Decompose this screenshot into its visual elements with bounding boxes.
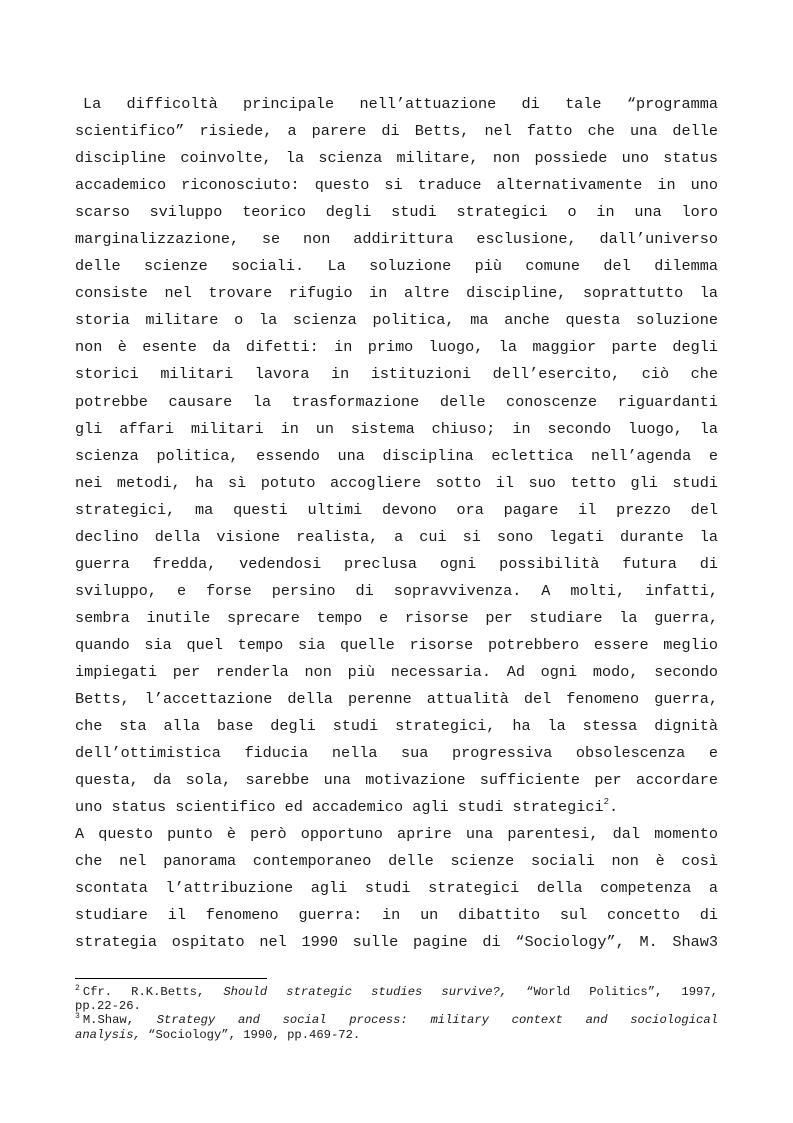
body-line: scienza politica, essendo una disciplina eclettica nell’agenda e [75, 446, 718, 465]
body-line: gli affari militari in un sistema chiuso; in secondo luogo, la [75, 419, 718, 438]
body-line: accademico riconosciuto: questo si traduce alternativamente in uno [75, 176, 718, 195]
body-line: scientifico” risiede, a parere di Betts, nel fatto che una delle [75, 122, 718, 141]
body-line: dell’ottimistica fiducia nella sua progressiva obsolescenza e [75, 744, 718, 763]
body-line: Betts, l’accettazione della perenne attualità del fenomeno guerra, [75, 690, 718, 709]
body-line: questa, da sola, sarebbe una motivazione sufficiente per accordare [75, 771, 718, 790]
body-line: non è esente da difetti: in primo luogo, la maggior parte degli [75, 338, 718, 357]
body-line: consiste nel trovare rifugio in altre discipline, soprattutto la [75, 284, 718, 303]
footnote-3-line-2 [75, 1028, 718, 1042]
footnote-2-line-2: pp.22-26. [75, 999, 141, 1014]
body-line: scontata l’attribuzione agli studi strategici della competenza a [75, 879, 718, 898]
body-line: nei metodi, ha sì potuto accogliere sotto il suo tetto gli studi [75, 473, 718, 492]
body-line-with-ref [75, 794, 718, 821]
body-line: quando sia quel tempo sia quelle risorse potrebbero essere meglio [75, 635, 718, 654]
body-line: A questo punto è però opportuno aprire una parentesi, dal momento [75, 825, 718, 844]
body-line: che nel panorama contemporaneo delle scienze sociali non è così [75, 852, 718, 871]
body-line: storici militari lavora in istituzioni dell’esercito, ciò che [75, 365, 718, 384]
footnote-mark-3: 3 [75, 1012, 80, 1022]
body-line: scarso sviluppo teorico degli studi strategici o in una loro [75, 203, 718, 222]
body-line-text: uno status scientifico ed accademico agli studi strategici [75, 798, 604, 817]
body-line: marginalizzazione, se non addirittura esclusione, dall’universo [75, 230, 718, 249]
body-line: strategici, ma questi ultimi devono ora pagare il prezzo del [75, 500, 718, 519]
body-line: che sta alla base degli studi strategici, ha la stessa dignità [75, 717, 718, 736]
footnote-ref-2: 2 [603, 797, 610, 808]
footnote-2-suffix: “World Politics”, 1997, [507, 985, 718, 999]
body-line: sembra inutile sprecare tempo e risorse per studiare la guerra, [75, 608, 718, 627]
body-line: strategia ospitato nel 1990 sulle pagine di “Sociology”, M. Shaw3 [75, 933, 718, 952]
sentence-end: . [609, 798, 619, 817]
footnote-2-title: Should strategic studies survive?, [223, 985, 508, 999]
body-text [75, 91, 718, 957]
footnote-mark-2: 2 [75, 984, 80, 993]
footnote-3-suffix: “Sociology”, 1990, pp.469-72. [140, 1027, 361, 1042]
body-line: La difficoltà principale nell’attuazione di tale “programma [83, 95, 718, 113]
footnote-3-line-1 [75, 1013, 718, 1027]
body-line: delle scienze sociali. La soluzione più comune del dilemma [75, 257, 718, 276]
footnotes [75, 985, 718, 1042]
body-line: sviluppo, e forse persino di sopravvivenza. A molti, infatti, [75, 581, 718, 600]
footnote-separator [75, 978, 267, 979]
footnote-3-title-cont: analysis, [75, 1027, 141, 1042]
body-line: studiare il fenomeno guerra: in un dibattito sul concetto di [75, 906, 718, 925]
footnote-2-line-1 [75, 985, 718, 999]
body-line: impiegati per renderla non più necessaria. Ad ogni modo, secondo [75, 662, 718, 681]
body-line: discipline coinvolte, la scienza militare, non possiede uno status [75, 149, 718, 168]
body-line: guerra fredda, vedendosi preclusa ogni possibilità futura di [75, 554, 718, 573]
body-line: declino della visione realista, a cui si sono legati durante la [75, 527, 718, 546]
footnote-3-prefix: M.Shaw, [82, 1013, 157, 1028]
footnote-2-prefix: Cfr. R.K.Betts, [82, 985, 224, 999]
body-line: potrebbe causare la trasformazione delle conoscenze riguardanti [75, 392, 718, 411]
body-line: storia militare o la scienza politica, ma anche questa soluzione [75, 311, 718, 330]
footnote-3-title: Strategy and social process: military context and sociological [156, 1013, 718, 1028]
